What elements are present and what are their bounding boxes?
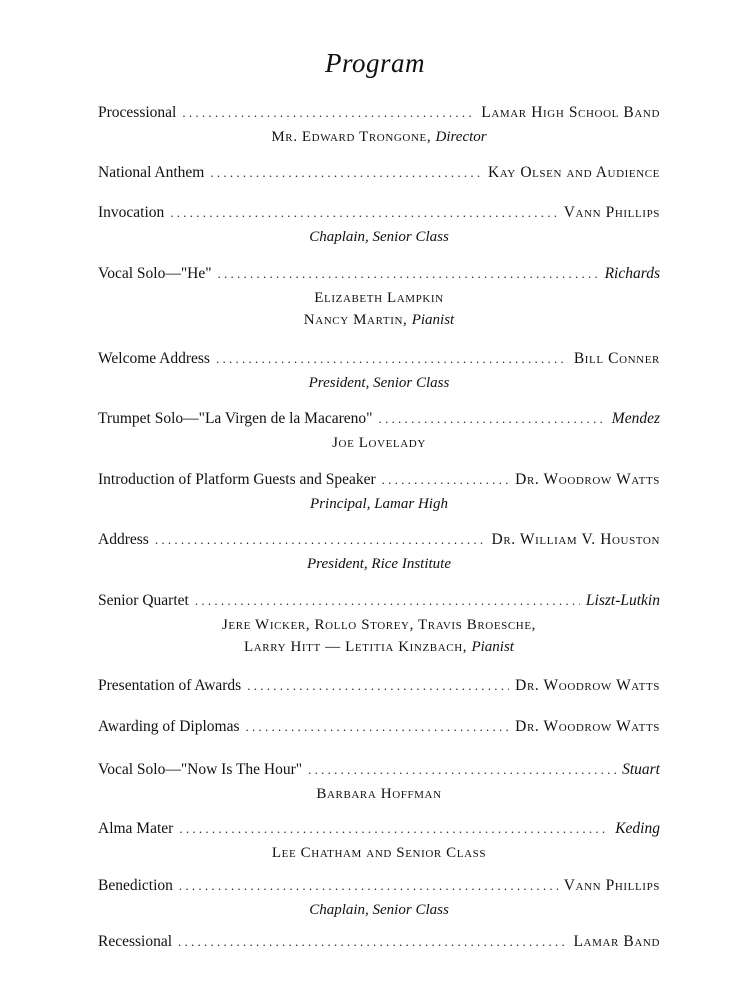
program-item-detail: [98, 432, 660, 454]
program-item-detail: [98, 226, 660, 248]
leader-dots: [179, 878, 558, 894]
detail-role-text: Chaplain, Senior Class: [309, 229, 449, 245]
program-entry-line: [98, 820, 660, 842]
program-entry-line: [98, 761, 660, 783]
program-entry: [98, 164, 660, 186]
program-entry: [98, 933, 660, 955]
leader-dots: [218, 266, 599, 282]
leader-dots: [195, 593, 580, 609]
program-entry-line: [98, 531, 660, 553]
program-item-detail: [98, 783, 660, 805]
program-item-detail: [98, 636, 660, 658]
program-entry: [98, 677, 660, 699]
program-item-label: Benediction: [98, 877, 173, 894]
leader-dots: [246, 719, 510, 735]
program-item-label: Vocal Solo—"He": [98, 265, 212, 282]
detail-role-text: Director: [435, 129, 487, 145]
program-item-label: Processional: [98, 104, 177, 121]
program-entry-line: [98, 592, 660, 614]
program-entry: [98, 531, 660, 575]
detail-role-text: President, Senior Class: [308, 375, 450, 391]
program-item-label: Welcome Address: [98, 350, 210, 367]
leader-dots: [179, 821, 609, 837]
detail-name-text: Elizabeth Lampkin: [314, 290, 444, 306]
program-item-label: Awarding of Diplomas: [98, 718, 240, 735]
program-entry-line: [98, 350, 660, 372]
leader-dots: [382, 472, 510, 488]
program-item-detail: [98, 553, 660, 575]
program-item-detail: [98, 287, 660, 309]
page-title: Program: [324, 48, 425, 78]
program-item-performer: Kay Olsen and Audience: [487, 164, 660, 181]
leader-dots: [378, 411, 605, 427]
detail-name-text: Mr. Edward Trongone,: [271, 129, 436, 145]
leader-dots: [308, 762, 616, 778]
program-entry: [98, 104, 660, 148]
detail-role-text: Chaplain, Senior Class: [309, 902, 449, 918]
program-item-label: Presentation of Awards: [98, 677, 242, 694]
program-entry-line: [98, 204, 660, 226]
detail-role-text: Pianist: [471, 639, 514, 655]
detail-name-text: Barbara Hoffman: [316, 786, 442, 802]
program-item-performer: Lamar Band: [573, 933, 660, 950]
leader-dots: [210, 165, 482, 181]
leader-dots: [216, 351, 568, 367]
program-item-label: National Anthem: [98, 164, 205, 181]
program-entry-line: [98, 933, 660, 955]
detail-name-text: Larry Hitt — Letitia Kinzbach,: [244, 639, 472, 655]
program-item-detail: [98, 309, 660, 331]
program-item-label: Invocation: [98, 204, 165, 221]
program-item-performer: Dr. William V. Houston: [491, 531, 660, 548]
leader-dots: [155, 532, 486, 548]
program-item-performer: Bill Conner: [573, 350, 660, 367]
program-item-performer: Richards: [604, 265, 660, 282]
program-item-performer: Dr. Woodrow Watts: [515, 677, 660, 694]
program-entry-line: [98, 677, 660, 699]
program-entry-line: [98, 877, 660, 899]
program-item-label: Alma Mater: [98, 820, 174, 837]
detail-role-text: Principal, Lamar High: [310, 496, 448, 512]
program-item-performer: Keding: [615, 820, 660, 837]
program-entry: [98, 204, 660, 248]
leader-dots: [247, 678, 509, 694]
program-entry-line: [98, 164, 660, 186]
program-item-performer: Vann Phillips: [563, 204, 660, 221]
program-item-detail: [98, 493, 660, 515]
program-item-detail: [98, 899, 660, 921]
program-item-label: Senior Quartet: [98, 592, 189, 609]
program-entry: [98, 471, 660, 515]
program-item-label: Vocal Solo—"Now Is The Hour": [98, 761, 303, 778]
program-entry-line: [98, 104, 660, 126]
program-item-performer: Liszt-Lutkin: [585, 592, 660, 609]
program-item-label: Trumpet Solo—"La Virgen de la Macareno": [98, 410, 373, 427]
program-entry: [98, 265, 660, 331]
detail-name-text: Joe Lovelady: [332, 435, 426, 451]
program-item-detail: [98, 126, 660, 148]
leader-dots: [170, 205, 557, 221]
detail-name-text: Lee Chatham and Senior Class: [271, 845, 487, 861]
program-entry: [98, 592, 660, 658]
program-item-label: Recessional: [98, 933, 173, 950]
detail-role-text: President, Rice Institute: [307, 556, 451, 572]
program-item-performer: Vann Phillips: [563, 877, 660, 894]
detail-name-text: Nancy Martin,: [303, 312, 412, 328]
program-item-label: Address: [98, 531, 149, 548]
leader-dots: [178, 934, 567, 950]
program-entry: [98, 877, 660, 921]
program-entry-line: [98, 265, 660, 287]
program-item-detail: [98, 614, 660, 636]
program-item-performer: Dr. Woodrow Watts: [515, 471, 660, 488]
detail-role-text: Pianist: [411, 312, 455, 328]
program-entry-line: [98, 471, 660, 493]
program-entry-line: [98, 718, 660, 740]
program-entry: [98, 761, 660, 805]
program-item-detail: [98, 372, 660, 394]
program-item-performer: Stuart: [622, 761, 660, 778]
program-item-performer: Lamar High School Band: [481, 104, 660, 121]
program-item-detail: [98, 842, 660, 864]
leader-dots: [182, 105, 475, 121]
program-entry: [98, 820, 660, 864]
program-item-performer: Mendez: [611, 410, 660, 427]
program-entry: [98, 718, 660, 740]
program-entry-line: [98, 410, 660, 432]
program-item-label: Introduction of Platform Guests and Speaker: [98, 471, 376, 488]
program-entry: [98, 350, 660, 394]
program-item-performer: Dr. Woodrow Watts: [515, 718, 660, 735]
detail-name-text: Jere Wicker, Rollo Storey, Travis Broesche,: [221, 617, 537, 633]
program-entry: [98, 410, 660, 454]
